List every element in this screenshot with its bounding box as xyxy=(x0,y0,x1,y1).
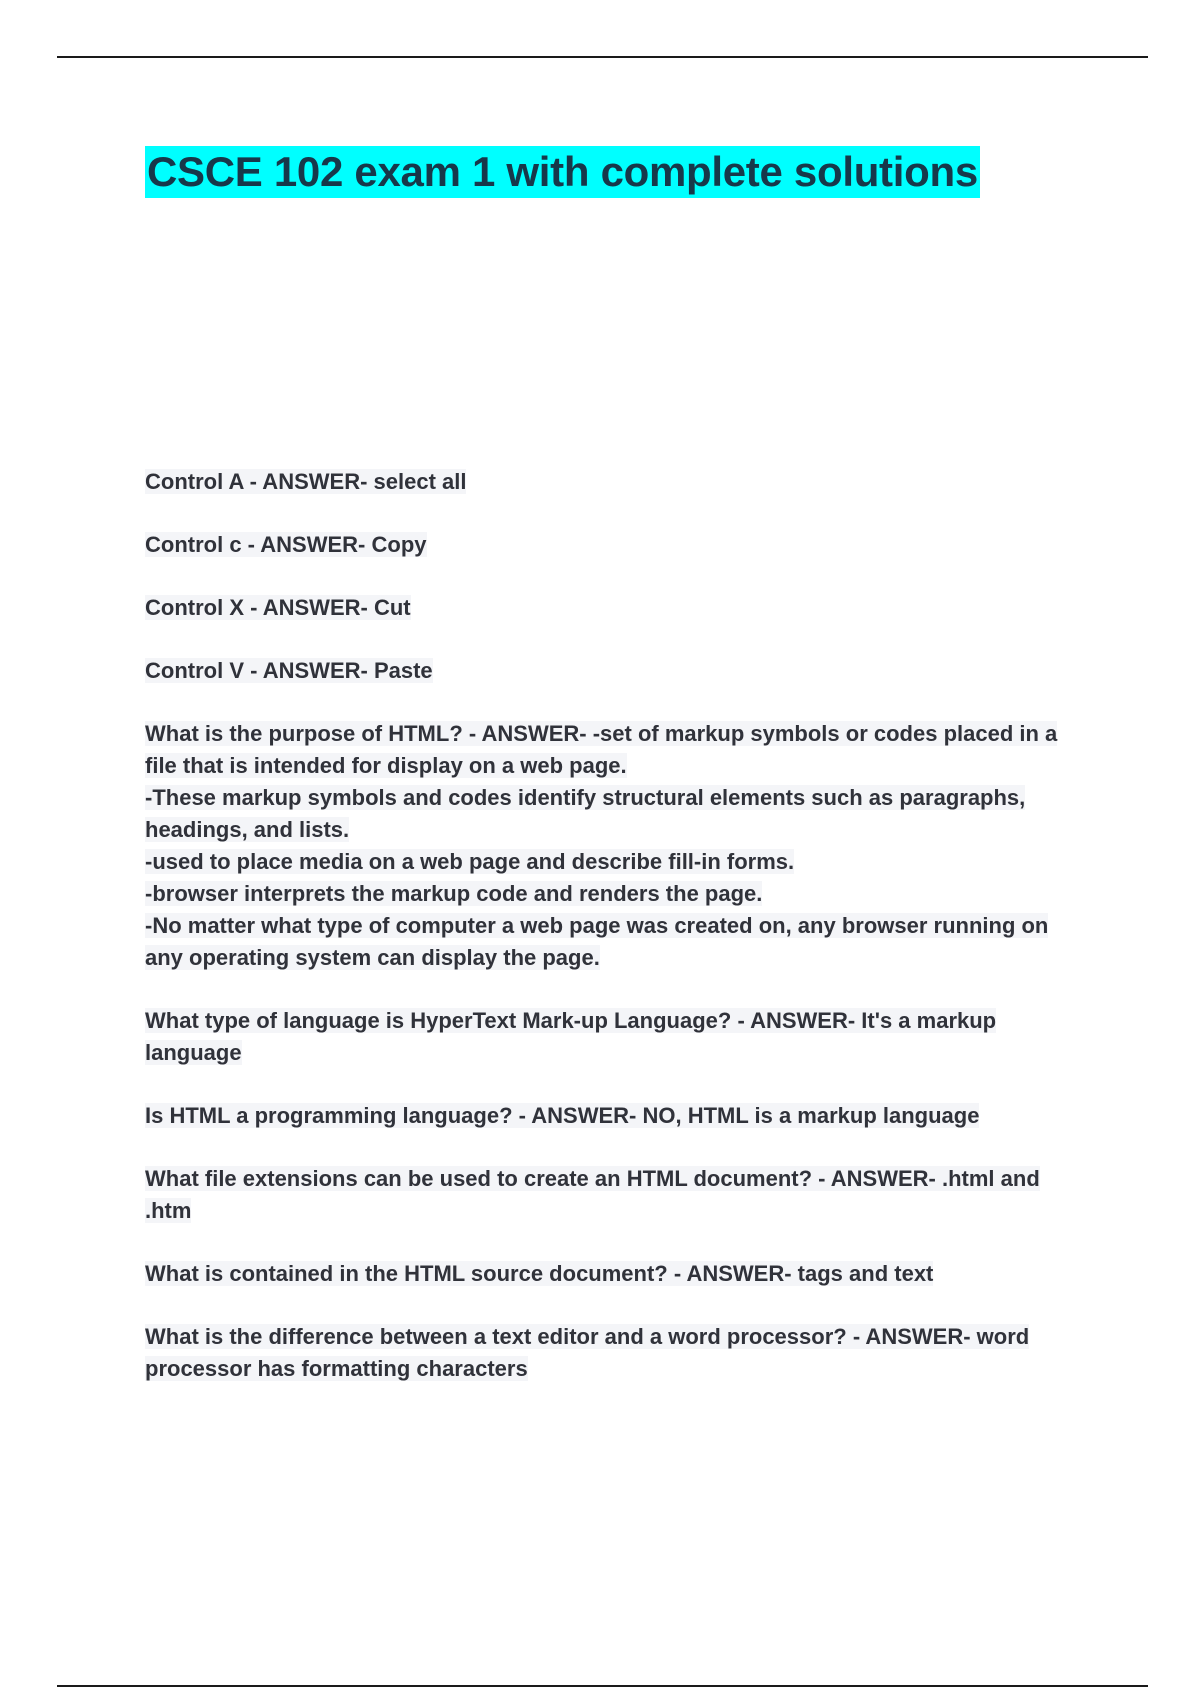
qa-item xyxy=(145,529,1090,561)
qa-item xyxy=(145,655,1090,687)
qa-text: Control c - ANSWER- Copy xyxy=(145,532,427,557)
title-block xyxy=(145,146,980,198)
qa-text: What is the difference between a text editor and a word processor? - ANSWER- word processor has formatting characters xyxy=(145,1324,1030,1381)
qa-text: -No matter what type of computer a web page was created on, any browser running on any operating system can display the page. xyxy=(145,913,1049,970)
qa-text: Is HTML a programming language? - ANSWER- NO, HTML is a markup language xyxy=(145,1103,980,1128)
qa-item xyxy=(145,1100,1090,1132)
qa-item xyxy=(145,1163,1090,1227)
top-rule xyxy=(57,56,1148,58)
qa-item xyxy=(145,1005,1090,1069)
qa-text: Control V - ANSWER- Paste xyxy=(145,658,433,683)
document-title: CSCE 102 exam 1 with complete solutions xyxy=(145,146,980,198)
qa-text: Control A - ANSWER- select all xyxy=(145,469,467,494)
qa-text: -These markup symbols and codes identify structural elements such as paragraphs, headings, and lists. xyxy=(145,785,1026,842)
qa-text: What is the purpose of HTML? - ANSWER- -set of markup symbols or codes placed in a file that is intended for display on a web page. xyxy=(145,721,1058,778)
bottom-rule xyxy=(57,1685,1148,1687)
qa-text: -used to place media on a web page and describe fill-in forms. xyxy=(145,849,795,874)
qa-item xyxy=(145,1321,1090,1385)
qa-text: What is contained in the HTML source document? - ANSWER- tags and text xyxy=(145,1261,934,1286)
qa-item-html-purpose xyxy=(145,718,1090,974)
qa-item xyxy=(145,466,1090,498)
qa-item xyxy=(145,592,1090,624)
qa-text: -browser interprets the markup code and renders the page. xyxy=(145,881,763,906)
qa-text: What file extensions can be used to create an HTML document? - ANSWER- .html and .htm xyxy=(145,1166,1040,1223)
qa-text: What type of language is HyperText Mark-up Language? - ANSWER- It's a markup language xyxy=(145,1008,997,1065)
qa-item xyxy=(145,1258,1090,1290)
qa-text: Control X - ANSWER- Cut xyxy=(145,595,411,620)
qa-list xyxy=(145,466,1090,1416)
